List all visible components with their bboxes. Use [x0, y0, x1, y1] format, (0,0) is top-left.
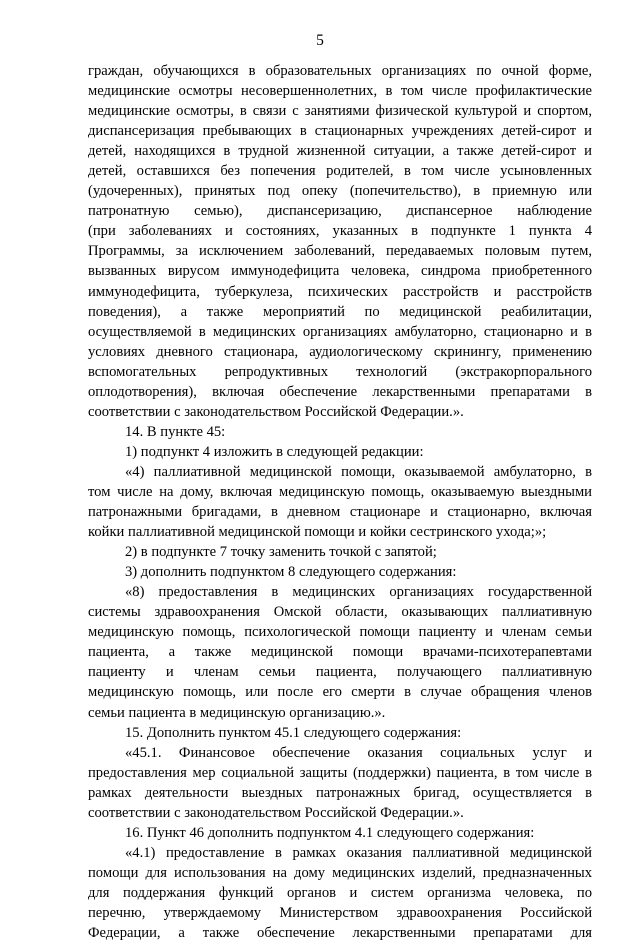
page-number: 5 — [316, 32, 324, 49]
text-line: для поддержания функций органов и систем организма человека, по — [88, 884, 592, 901]
text-line: предоставления мер социальной защиты (поддержки) пациента, в том числе в — [88, 764, 592, 781]
text-line: медицинскую помощь, психологической помощи пациенту и членам семьи — [88, 624, 592, 641]
text-line: пациента, а также медицинской помощи врачами-психотерапевтами — [88, 644, 592, 661]
text-line: «8) предоставления в медицинских организациях государственной — [125, 584, 592, 601]
text-line: вызванных вирусом иммунодефицита человека, синдрома приобретенного — [88, 263, 592, 280]
text-line: семьи пациента в медицинскую организацию.». — [88, 704, 386, 721]
text-line: рамках деятельности выездных патронажных бригад, осуществляется в — [88, 784, 592, 801]
text-line: медицинскую помощь, или после его смерти в случае обращения членов — [88, 684, 592, 701]
text-line: детей, оставшихся без попечения родителей, в том числе усыновленных — [88, 163, 592, 180]
text-line: «4) паллиативной медицинской помощи, оказываемой амбулаторно, в — [125, 463, 592, 480]
text-line: диспансеризация пребывающих в стационарных учреждениях детей-сирот и — [88, 123, 592, 140]
text-line: 2) в подпункте 7 точку заменить точкой с запятой; — [125, 544, 437, 561]
text-line: медицинские осмотры, в связи с занятиями физической культурой и спортом, — [88, 103, 592, 120]
text-line: осуществляемой в медицинских организациях амбулаторно, стационарно и в — [88, 323, 592, 340]
text-line: поведения), а также мероприятий по медицинской реабилитации, — [88, 303, 592, 320]
text-line: 3) дополнить подпунктом 8 следующего содержания: — [125, 564, 457, 581]
text-line: 14. В пункте 45: — [125, 423, 226, 440]
text-line: соответствии с законодательством Российской Федерации.». — [88, 403, 464, 420]
text-line: том числе на дому, включая медицинскую помощь, оказываемую выездными — [88, 483, 592, 500]
text-line: патронажными бригадами, в дневном стационаре и стационарно, включая — [88, 504, 592, 521]
text-line: помощи для использования на дому медицинских изделий, предназначенных — [88, 864, 592, 881]
text-line: Программы, за исключением заболеваний, передаваемых половым путем, — [88, 243, 592, 260]
text-line: (удочеренных), принятых под опеку (попечительство), в приемную или — [88, 183, 592, 200]
document-body — [88, 61, 592, 943]
text-line: койки паллиативной медицинской помощи и койки сестринского ухода;»; — [88, 524, 547, 541]
text-line: детей, находящихся в трудной жизненной ситуации, а также детей-сирот и — [88, 143, 592, 160]
text-line: вспомогательных репродуктивных технологий (экстракорпорального — [88, 363, 592, 380]
text-line: перечню, утверждаемому Министерством здравоохранения Российской — [88, 904, 592, 921]
text-line: «4.1) предоставление в рамках оказания паллиативной медицинской — [125, 844, 592, 861]
text-line: оплодотворения), включая обеспечение лекарственными препаратами в — [88, 383, 592, 400]
text-line: (при заболеваниях и состояниях, указанных в подпункте 1 пункта 4 — [88, 223, 592, 240]
text-line: 16. Пункт 46 дополнить подпунктом 4.1 следующего содержания: — [125, 824, 535, 841]
text-line: системы здравоохранения Омской области, оказывающих паллиативную — [88, 604, 592, 621]
text-line: иммунодефицита, туберкулеза, психических расстройств и расстройств — [88, 283, 592, 300]
text-line: медицинские осмотры несовершеннолетних, в том числе профилактические — [88, 83, 592, 100]
text-line: «45.1. Финансовое обеспечение оказания социальных услуг и — [125, 744, 592, 761]
text-line: условиях дневного стационара, аудиологическому скринингу, применению — [88, 343, 592, 360]
text-line: пациенту и членам семьи пациента, получающего паллиативную — [88, 664, 592, 681]
text-line: соответствии с законодательством Российской Федерации.». — [88, 804, 464, 821]
text-line: патронатную семью), диспансеризацию, диспансерное наблюдение — [88, 203, 592, 220]
text-line: 15. Дополнить пунктом 45.1 следующего содержания: — [125, 724, 462, 741]
text-line: Федерации, а также обеспечение лекарственными препаратами для — [88, 925, 592, 942]
text-line: 1) подпункт 4 изложить в следующей редакции: — [125, 443, 424, 460]
text-line: граждан, обучающихся в образовательных организациях по очной форме, — [88, 63, 592, 79]
